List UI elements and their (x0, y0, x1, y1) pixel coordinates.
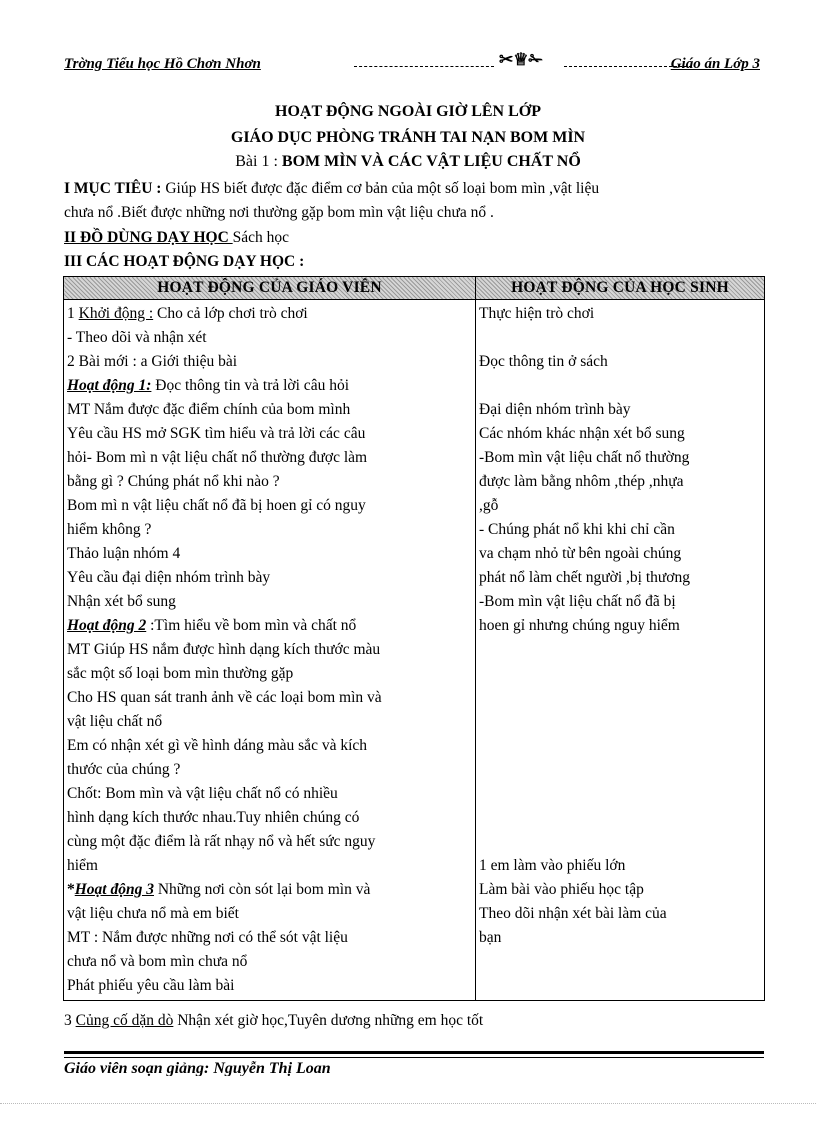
teacher-line: MT Giúp HS nắm được hình dạng kích thước màu (67, 641, 381, 658)
activity-3-label: Hoạt động 3 (74, 881, 154, 898)
teacher-line: bằng gì ? Chúng phát nổ khi nào ? (67, 473, 280, 490)
student-spacer (479, 326, 760, 350)
student-spacer (479, 782, 760, 806)
teacher-line (67, 374, 471, 398)
footer-author: Giáo viên soạn giảng: Nguyễn Thị Loan (64, 1060, 331, 1076)
teacher-line: chưa nổ và bom mìn chưa nổ (67, 953, 248, 970)
student-spacer (479, 662, 760, 686)
teacher-line: cùng một đặc điểm là rất nhạy nổ và hết sức nguy (67, 833, 376, 850)
student-spacer (479, 710, 760, 734)
student-line: hoen gỉ nhưng chúng nguy hiểm (479, 617, 680, 634)
teacher-line: Yêu cầu đại diện nhóm trình bày (67, 569, 271, 586)
teacher-line: Nhận xét bổ sung (67, 593, 176, 610)
student-line: Theo dõi nhận xét bài làm của (479, 905, 667, 922)
teacher-text: :Tìm hiểu về bom mìn và chất nổ (146, 617, 357, 634)
activity-2-label: Hoạt động 2 (67, 617, 147, 634)
lesson-name: BOM MÌN VÀ CÁC VẬT LIỆU CHẤT NỔ (281, 153, 581, 170)
page-header (64, 50, 760, 76)
consolidation-label: Củng cố dặn dò (75, 1012, 174, 1029)
teacher-line: MT : Nắm được những nơi có thể sót vật liệu (67, 929, 348, 946)
title-line-1: HOẠT ĐỘNG NGOÀI GIỜ LÊN LỚP (275, 103, 541, 120)
teacher-line: Bom mì n vật liệu chất nổ đã bị hoen gỉ có nguy (67, 497, 366, 514)
student-line: -Bom mìn vật liệu chất nổ đã bị (479, 593, 676, 610)
student-spacer (479, 734, 760, 758)
student-line: Các nhóm khác nhận xét bổ sung (479, 425, 685, 442)
teacher-line: vật liệu chất nổ (67, 713, 163, 730)
student-spacer (479, 686, 760, 710)
footer-divider (64, 1057, 764, 1058)
teacher-line: Thảo luận nhóm 4 (67, 545, 181, 562)
school-name: Trờng Tiểu học Hồ Chơn Nhơn (64, 56, 261, 72)
lesson-title (0, 153, 816, 171)
teacher-line: Phát phiếu yêu cầu làm bài (67, 977, 235, 994)
teacher-text: Đọc thông tin và trả lời câu hỏi (151, 377, 350, 394)
title-line-2: GIÁO DỤC PHÒNG TRÁNH TAI NẠN BOM MÌN (230, 129, 586, 146)
student-line: 1 em làm vào phiếu lớn (479, 857, 626, 874)
ornament-logo: ✂♕✁ (499, 50, 543, 69)
teacher-line: Chốt: Bom mìn và vật liệu chất nổ có nhiều (67, 785, 338, 802)
student-line: được làm bằng nhôm ,thép ,nhựa (479, 473, 684, 490)
objectives-text-2: chưa nổ .Biết được những nơi thường gặp bom mìn vật liệu chưa nổ . (64, 204, 494, 221)
teacher-column-header: HOẠT ĐỘNG CỦA GIÁO VIÊN (64, 277, 476, 300)
materials-section (64, 226, 764, 250)
student-line: Làm bài vào phiếu học tập (479, 881, 644, 898)
student-activities-cell (476, 300, 765, 1001)
header-divider (354, 66, 494, 67)
student-spacer (479, 374, 760, 398)
consolidation-number: 3 (64, 1012, 76, 1029)
page-edge (0, 1103, 816, 1104)
objectives-text-1: Giúp HS biết được đặc điểm cơ bản của một số loại bom mìn ,vật liệu (161, 180, 600, 197)
consolidation-line (64, 1012, 483, 1030)
teacher-line: 2 Bài mới : a Giới thiệu bài (67, 353, 238, 370)
student-line: Thực hiện trò chơi (479, 305, 595, 322)
student-spacer (479, 758, 760, 782)
consolidation-text: Nhận xét giờ học,Tuyên dương những em học tốt (173, 1012, 484, 1029)
objectives-section (64, 177, 764, 225)
student-line: bạn (479, 929, 502, 946)
teacher-line: - Theo dõi và nhận xét (67, 329, 207, 346)
objectives-label: I MỤC TIÊU : (64, 180, 162, 197)
student-spacer (479, 806, 760, 830)
teacher-line: vật liệu chưa nổ mà em biết (67, 905, 239, 922)
footer-divider (64, 1051, 764, 1054)
teacher-line: Yêu cầu HS mở SGK tìm hiểu và trả lời các câu (67, 425, 366, 442)
teacher-line (67, 614, 471, 638)
student-line: ,gỗ (479, 497, 499, 514)
teacher-text: * (67, 881, 75, 898)
teacher-activities-cell (64, 300, 476, 1001)
teacher-line: hỏi- Bom mì n vật liệu chất nổ thường được làm (67, 449, 368, 466)
warmup-label: Khởi động : (78, 305, 154, 322)
teacher-text: 1 (67, 305, 79, 322)
materials-text: Sách học (232, 229, 290, 246)
student-line: Đại diện nhóm trình bày (479, 401, 631, 418)
student-line: va chạm nhỏ từ bên ngoài chúng (479, 545, 682, 562)
student-line: Đọc thông tin ở sách (479, 353, 608, 370)
teacher-text: Những nơi còn sót lại bom mìn và (153, 881, 371, 898)
teacher-line: MT Nắm được đặc điểm chính của bom mình (67, 401, 351, 418)
teacher-line: sắc một số loại bom mìn thường gặp (67, 665, 294, 682)
student-line: -Bom mìn vật liệu chất nổ thường (479, 449, 690, 466)
teacher-line: thước của chúng ? (67, 761, 181, 778)
student-column-header: HOẠT ĐỘNG CỦA HỌC SINH (476, 277, 765, 300)
activities-heading (64, 250, 764, 274)
teacher-line: hình dạng kích thước nhau.Tuy nhiên chúng có (67, 809, 360, 826)
lesson-plan-table (63, 276, 765, 1001)
teacher-line (67, 302, 471, 326)
student-line: phát nổ làm chết người ,bị thương (479, 569, 690, 586)
teacher-line: Em có nhận xét gì về hình dáng màu sắc và kích (67, 737, 368, 754)
teacher-line: hiểm (67, 857, 98, 874)
activities-heading-text: III CÁC HOẠT ĐỘNG DẠY HỌC : (64, 253, 305, 270)
activity-1-label: Hoạt động 1: (67, 377, 152, 394)
student-spacer (479, 830, 760, 854)
lesson-number: Bài 1 : (235, 153, 278, 170)
materials-label: II ĐỒ DÙNG DẠY HỌC (64, 229, 233, 246)
teacher-text: Cho cả lớp chơi trò chơi (153, 305, 308, 322)
grade-label: Giáo án Lớp 3 (670, 56, 760, 72)
teacher-line: hiểm không ? (67, 521, 152, 538)
teacher-line: Cho HS quan sát tranh ảnh về các loại bom mìn và (67, 689, 382, 706)
student-spacer (479, 638, 760, 662)
teacher-line (67, 878, 471, 902)
student-line: - Chúng phát nổ khi khi chỉ cần (479, 521, 675, 538)
